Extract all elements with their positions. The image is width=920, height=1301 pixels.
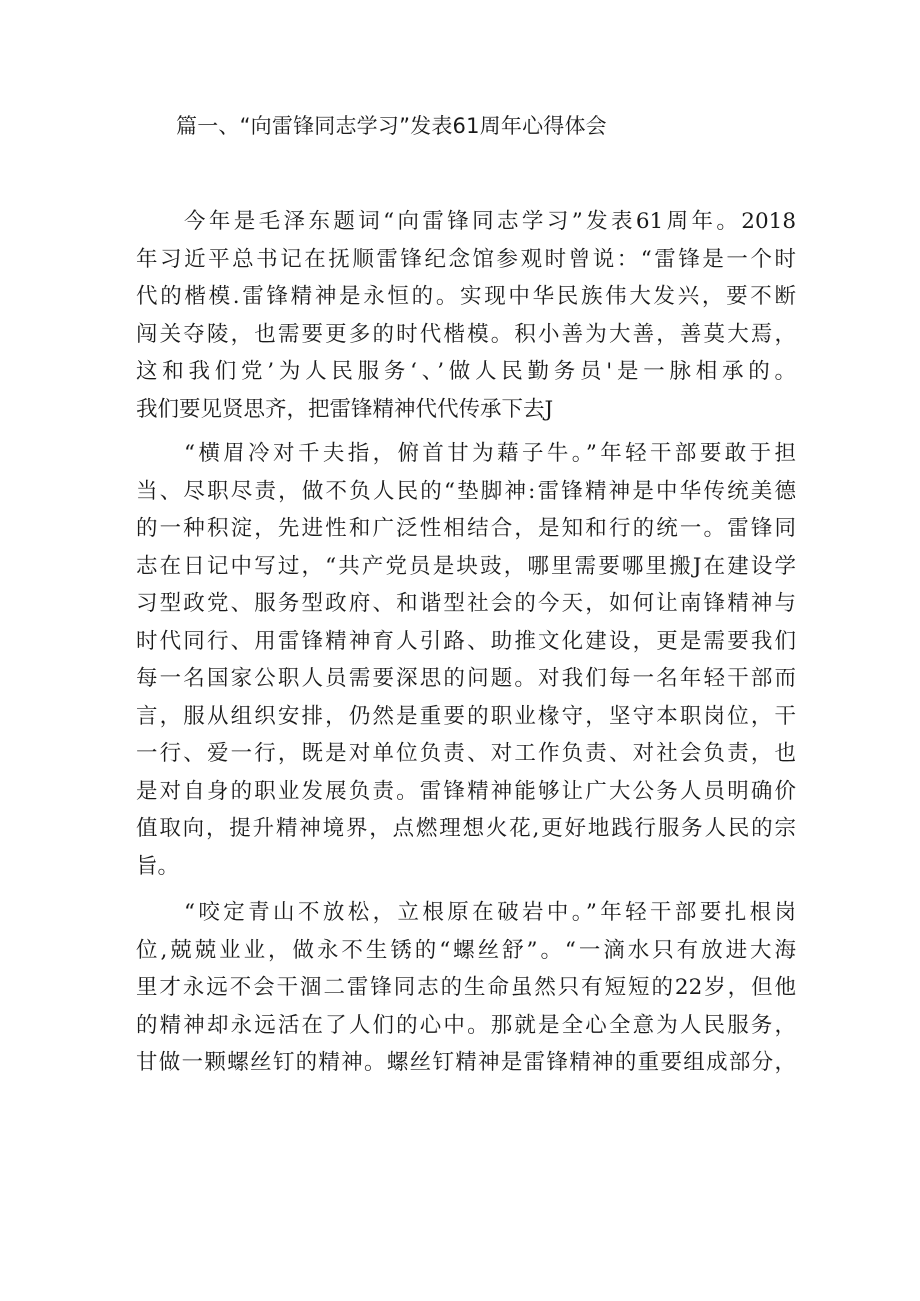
paragraph-line: 今年是毛泽东题词“向雷锋同志学习”发表61周年。2018 xyxy=(184,209,796,234)
paragraph-1 xyxy=(136,203,796,428)
paragraph-line: 时代同行、用雷锋精神育人引路、助推文化建设，更是需要我们 xyxy=(136,628,796,654)
paragraph-line: 我们要见贤思齐，把雷锋精神代代传承下去J xyxy=(136,396,554,422)
paragraph-line: 甘做一颗螺丝钉的精神。螺丝钉精神是雷锋精神的重要组成部分， xyxy=(136,1050,796,1075)
paragraph-line: 位,兢兢业业，做永不生锈的“螺丝舒”。“一滴水只有放进大海 xyxy=(136,937,796,963)
paragraph-line: 旨。 xyxy=(136,853,180,879)
paragraph-line: 这和我们党’为人民服务‘、’做人民勤务员'是一脉相承的。 xyxy=(136,359,796,384)
paragraph-line: 里才永远不会干涸二雷锋同志的生命虽然只有短短的22岁，但他 xyxy=(136,975,796,1000)
paragraph-line: 每一名国家公职人员需要深思的问题。对我们每一名年轻干部而 xyxy=(136,666,796,691)
paragraph-line: 志在日记中写过，“共产党员是块豉，哪里需要哪里搬J在建设学 xyxy=(136,553,796,579)
paragraph-line: “横眉冷对千夫指，俯首甘为藉子牛。”年轻干部要敢于担 xyxy=(184,441,796,466)
paragraph-line: 闯关夺陵，也需要更多的时代楷模。积小善为大善，善莫大焉， xyxy=(136,321,796,347)
paragraph-line: 一行、爱一行，既是对单位负责、对工作负责、对社会负责，也 xyxy=(136,741,796,766)
paragraph-line: 言，服从组织安排，仍然是重要的职业椽守，坚守本职岗位，干 xyxy=(136,703,796,729)
paragraph-line: 习型政党、服务型政府、和谐型社会的今天，如何让南锋精神与 xyxy=(136,591,796,616)
paragraph-line: 值取向，提升精神境界，点燃理想火花,更好地践行服务人民的宗 xyxy=(136,816,796,841)
document-body xyxy=(136,203,796,1082)
paragraph-line: “咬定青山不放松，立根原在破岩中。”年轻干部要扎根岗 xyxy=(184,900,796,925)
paragraph-line: 是对自身的职业发展负责。雷锋精神能够让广大公务人员明确价 xyxy=(136,778,796,804)
paragraph-line: 的精神却永远活在了人们的心中。那就是全心全意为人民服务， xyxy=(136,1012,796,1038)
paragraph-line: 的一种积淀，先进性和广泛性相结合，是知和行的统一。雷锋同 xyxy=(136,516,796,541)
paragraph-2 xyxy=(136,435,796,885)
paragraph-line: 年习近平总书记在抚顺雷锋纪念馆参观时曾说：“雷锋是一个时 xyxy=(136,246,796,272)
document-title: 篇一、“向雷锋同志学习”发表61周年心得体会 xyxy=(176,114,607,138)
paragraph-line: 当、尽职尽责，做不负人民的“垫脚神:雷锋精神是中华传统美德 xyxy=(136,478,796,504)
paragraph-line: 代的楷模.雷锋精神是永恒的。实现中华民族伟大发兴，要不断 xyxy=(136,284,796,309)
paragraph-3 xyxy=(136,894,796,1082)
